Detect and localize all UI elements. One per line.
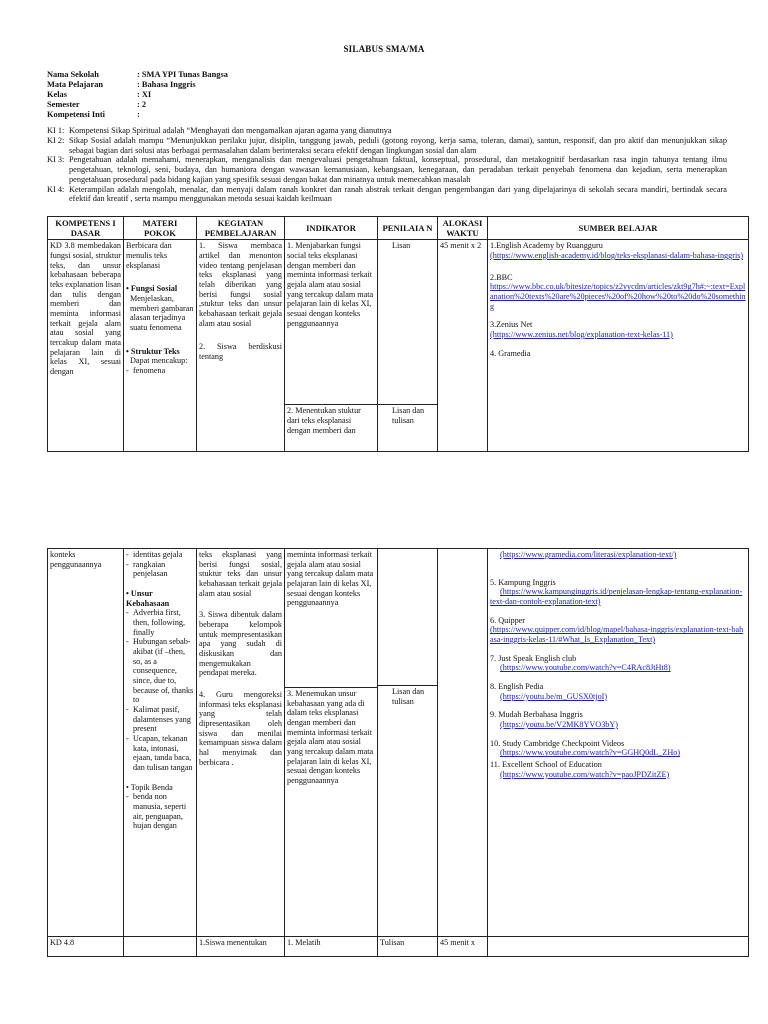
kegiatan-4: 4. Guru mengoreksi informasi teks eksplanasi yang telah dipresentasikan oleh siswa dan menilai kemampuan siswa dalam hal menyimak dan berbicara . [199,690,282,767]
sumber-cell [488,240,749,452]
penilaian-cell: Tulisan [378,937,438,957]
meta-value: : 2 [137,99,147,109]
source-link[interactable]: (https://www.youtube.com/watch?v=paoJPDZitZE) [500,769,670,779]
struktur-text: Dapat mencakup: [130,356,188,366]
col-header-materi: MATERI POKOK [124,217,197,240]
materi-item: - rangkaian penjelasan [126,560,194,579]
source-title: 5. Kampung Inggris [490,577,556,587]
struktur-item: - fenomena [126,366,194,376]
indikator-cell: 1. Melatih [285,937,378,957]
indikator-2: 2. Menentukan stuktur dari teks eksplanasi dengan memberi dan [287,406,361,435]
col-header-kegiatan: KEGIATAN PEMBELAJARAN [197,217,285,240]
topik-heading: • Topik Benda [126,782,173,792]
penilaian-3: Lisan dan tulisan [392,687,425,706]
meta-row [47,70,228,80]
meta-label: Nama Sekolah [47,70,99,79]
ki-key: KI 3: [47,155,65,165]
indikator-cell [285,240,378,452]
source-link[interactable]: (https://www.kampunginggris.id/penjelasan-lengkap-tentang-explanation-text-dan-contoh-explanation-text) [490,587,743,607]
ki-row [47,185,727,205]
penilaian-1: Lisan [378,240,437,405]
source-link[interactable]: (https://www.zenius.net/blog/explanation-text-kelas-11) [490,329,673,339]
indikator-3: 3. Menemukan unsur kebahasaan yang ada di dalam teks eksplanasi dengan memberi dan meminta informasi terkait gejala alam atau sosial yang tercakup dalam mata pelajaran lain di kelas XI, sesuai dengan konteks penggunaannya [287,689,374,786]
meta-label: Kompetensi Inti [47,109,105,119]
materi-cell [124,937,197,957]
meta-label: Mata Pelajaran [47,79,104,89]
source-link[interactable]: https://www.bbc.co.uk/bitesize/topics/z2yycdm/articles/zkt9g7h#:~:text=Explanation%20texts%20are%20pieces%20of%20how%20to%20do%20something [490,282,746,311]
kegiatan-cont: teks eksplanasi yang berisi fungsi sosial, stuktur teks dan unsur kebahasaan terkait gejala alam atau sosial [199,550,282,598]
kegiatan-cell [197,549,285,937]
unsur-title: Unsur Kebahasaan [126,589,170,608]
source-link[interactable]: (https://www.youtube.com/watch?v=C4RAc8JtHt8) [500,663,671,673]
indikator-cell [285,549,378,937]
ki-row [47,155,727,184]
ki-row [47,126,727,136]
col-header-penilaian: PENILAIA N [378,217,438,240]
meta-value: : Bahasa Inggris [137,79,196,89]
struktur-title: Struktur Teks [130,346,180,356]
materi-cell [124,549,197,937]
meta-row [47,80,228,90]
col-header-indikator: INDIKATOR [285,217,378,240]
sumber-cell [488,937,749,957]
table-row [48,937,749,957]
unsur-heading: • Unsur Kebahasaan [126,589,170,608]
topik-title: Topik Benda [130,782,173,792]
indikator-cont: meminta informasi terkait gejala alam atau sosial yang tercakup dalam mata pelajaran lain di kelas XI, sesuai dengan konteks penggunaannya [285,549,377,688]
ki-key: KI 1: [47,126,65,135]
materi-item: - Ucapan, tekanan kata, intonasi, ejaan, tanda baca, dan tulisan tangan [126,734,194,773]
source-title: 8. English Pedia [490,682,544,692]
source-title: 6. Quipper [490,615,526,625]
source-title: 11. Excellent School of Education [490,760,602,770]
fungsi-sosial-heading: • Fungsi Sosial [126,284,178,294]
meta-label: Semester [47,99,80,109]
header-row [48,217,749,240]
col-header-waktu: ALOKASI WAKTU [438,217,488,240]
source-title: 10. Study Cambridge Checkpoint Videos [490,738,625,748]
waktu-cell: 45 menit x 2 [438,240,488,452]
col-header-sumber: SUMBER BELAJAR [488,217,749,240]
meta-value: : SMA YPI Tunas Bangsa [137,70,228,79]
source-title: 1.English Academy by Ruangguru [490,241,603,251]
materi-cell [124,240,197,452]
indikator-1: 1. Menjabarkan fungsi social teks eksplanasi dengan memberi dan meminta informasi terkait gejala alam atau sosial yang tercakup dalam mata pelajaran lain di kelas XI, sesuai dengan konteks penggunaannya [285,240,377,405]
meta-row [47,100,228,110]
source-link[interactable]: (https://www.youtube.com/watch?v=GGHQ0dL_ZHo) [500,748,681,758]
penilaian-2: Lisan dan tulisan [392,406,425,425]
kd-cell: konteks penggunaannya [48,549,124,937]
source-link[interactable]: (https://www.quipper.com/id/blog/mapel/bahasa-inggris/explanation-text-bahasa-inggris-kelas-11/#What_Is_Explanation_Text) [490,625,744,645]
ki-text: Kompetensi Sikap Spiritual adalah “Menghayati dan mengamalkan ajaran agama yang dianutnya [69,126,392,135]
source-link[interactable]: (https://www.gramedia.com/literasi/explanation-text/) [500,550,677,559]
fungsi-sosial-text: Menjelaskan, memberi gambaran alasan terjadinya suatu fenomena [130,293,194,332]
source-title: 7. Just Speak English club [490,653,577,663]
kegiatan-cell [197,240,285,452]
ki-key: KI 2: [47,135,65,145]
penilaian-cell [378,240,438,452]
sumber-cell [488,549,749,937]
materi-item: - Adverbia first, then, following, finally [126,608,194,637]
meta-label: Kelas [47,89,68,99]
ki-key: KI 4: [47,184,65,194]
fungsi-sosial-title: Fungsi Sosial [130,284,178,294]
materi-item: - Kalimat pasif, dalamtenses yang present [126,705,194,734]
kd-cell: KD 3.8 membedakan fungsi sosial, struktur teks, dan unsur kebahasaan beberapa teks explanation lisan dan tulis dengan memberi dan meminta informasi terkait gejala alam atau sosial yang tercakup dalam mata pelajaran lain di kelas XI, sesuai dengan [48,240,124,452]
materi-item: - identitas gejala [126,550,194,560]
meta-value: : XI [137,89,152,99]
source-title: 2.BBC [490,272,513,282]
kegiatan-3: 3. Siswa dibentuk dalam beberapa kelompok untuk mempresentasikan apa yang sudah di diskusikan dan mengemukakan pendapat mereka. [199,610,282,678]
waktu-cell: 45 menit x [438,937,488,957]
penilaian-cell [378,549,438,937]
source-title: 3.Zenius Net [490,320,533,330]
kegiatan-1: 1. Siswa membaca artikel dan menonton video tentang penjelasan teks eksplanasi yang telah diberikan yang berisi fungsi sosial ,stuktur teks dan unsur kebahasaan terkait gejala alam atau sosial [199,241,282,328]
table-row [48,240,749,452]
penilaian-empty [378,549,437,686]
source-title: 9. Mudah Berbahasa Inggris [490,710,583,720]
kegiatan-cell: 1.Siswa menentukan [197,937,285,957]
kompetensi-inti [47,126,727,204]
source-link[interactable]: (https://youtu.be/m_GUSX0tjoI) [500,691,608,701]
struktur-heading: • Struktur Teks [126,346,180,356]
school-meta [47,70,228,120]
meta-row [47,90,228,100]
meta-row [47,110,228,120]
table-row [48,549,749,937]
materi-item: - Hubungan sebab-akibat (if –then, so, as a consequence, since, due to, because of, thanks to [126,637,194,705]
ki-text: Pengetahuan adalah memahami, menerapkan, menganalisis dan mengevaluasi pengetahuan faktual, konseptual, prosedural, dan metakognitif berdasarkan rasa ingin tahunya tentang ilmu pengetahuan, teknologi, seni, budaya, dan humaniora dengan wawasan kemanusiaan, kebangsaan, kenegaraan, dan peradaban terkait penyebab fenomena dan kejadian, serta menerapkan pengetahuan prosedural pada bidang kajian yang spesifik sesuai dengan bakat dan minatnya untuk memecahkan masalah [69,155,727,184]
source-title: 4. Gramedia [490,348,531,358]
topik-text: - benda non manusia, seperti air, penguapan, hujan dengan [126,792,194,831]
source-link[interactable]: (https://youtu.be/V2MK8YVO3bY) [500,720,619,730]
waktu-cell [438,549,488,937]
ki-text: Keterampilan adalah mengolah, menalar, dan menyaji dalam ranah konkret dan ranah abstrak terkait dengan pengembangan dari yang dipelajarinya di sekolah secara mandiri, bertindak secara efektif dan kreatif , serta mampu menggunakan metoda sesuai kaidah keilmuan [69,184,727,204]
col-header-kd: KOMPETENS I DASAR [48,217,124,240]
ki-text: Sikap Sosial adalah mampu “Menunjukkan perilaku jujur, disiplin, tanggung jawab, peduli (gotong royong, kerja sama, toleran, damai), santun, responsif, dan pro aktif dan menunjukkan sikap sebagai bagian dari solusi atas berbagai permasalahan dalam berinteraksi secara efektif dengan lingkungan sosial dan alam [69,135,727,155]
page-title: SILABUS SMA/MA [343,44,425,54]
kd-cell: KD 4.8 [48,937,124,957]
syllabus-table-2 [47,548,749,957]
source-link[interactable]: (https://www.english-academy.id/blog/teks-eksplanasi-dalam-bahasa-inggris) [490,250,744,260]
kegiatan-2: 2. Siswa berdiskusi tentang [199,342,282,361]
ki-row [47,136,727,156]
meta-value: : [137,109,140,119]
materi-intro: Berbicara dan menulis teks eksplanasi [126,241,172,270]
syllabus-table-1 [47,216,749,452]
